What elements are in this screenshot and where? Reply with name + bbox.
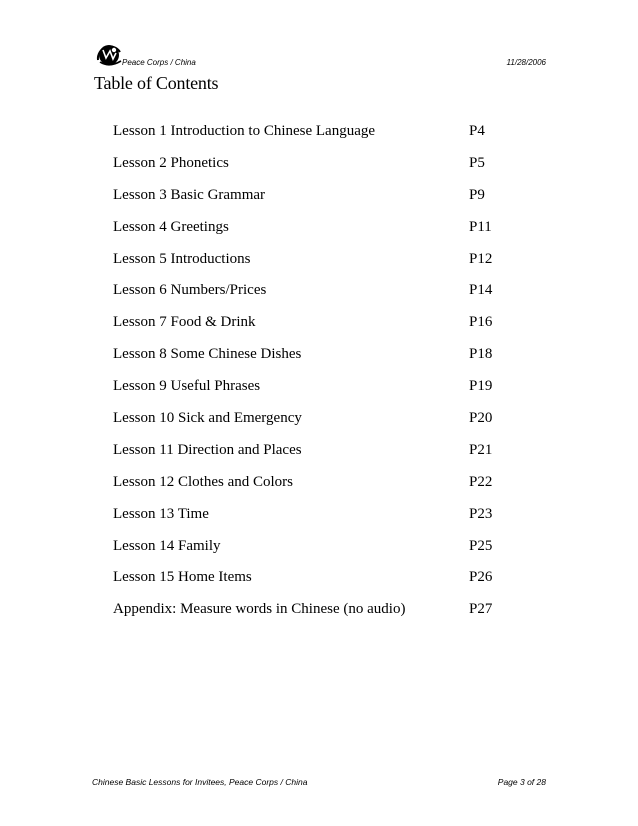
toc-entry-page: P19 [469,378,493,395]
toc-row [113,312,533,344]
toc-entry-label: Lesson 3 Basic Grammar [113,186,266,203]
header-date: 11/28/2006 [506,58,546,67]
peace-corps-logo-icon [94,38,124,68]
toc-row [113,376,533,408]
toc-row [113,408,533,440]
toc-entry-label: Lesson 11 Direction and Places [113,441,302,458]
toc-entry-page: P20 [469,410,493,427]
toc-entry-label: Lesson 6 Numbers/Prices [113,282,267,299]
toc-entry-page: P9 [469,186,485,203]
toc-row [113,217,533,249]
toc-row [113,567,533,599]
toc-entry-label: Lesson 13 Time [113,505,209,522]
toc-row [113,472,533,504]
footer-document-title: Chinese Basic Lessons for Invitees, Peace Corps / China [92,777,308,787]
toc-row [113,153,533,185]
toc-entry-label: Lesson 1 Introduction to Chinese Language [113,123,376,139]
toc-row [113,504,533,536]
toc-entry-page: P21 [469,441,493,458]
toc-entry-page: P18 [469,346,493,363]
toc-entry-page: P26 [469,569,493,586]
toc-entry-page: P12 [469,250,493,267]
toc-entry-label: Lesson 4 Greetings [113,218,229,235]
toc-entry-label: Lesson 5 Introductions [113,250,251,267]
toc-entry-page: P4 [469,123,485,139]
header-org-text: Peace Corps / China [122,58,196,67]
toc-entry-page: P25 [469,537,493,554]
page-title: Table of Contents [94,73,219,93]
toc-entry-label: Lesson 7 Food & Drink [113,314,256,331]
toc-row [113,440,533,472]
toc-entry-page: P14 [469,282,493,299]
toc-entry-label: Lesson 8 Some Chinese Dishes [113,346,302,363]
toc-entry-page: P16 [469,314,493,331]
toc-row [113,185,533,217]
footer-page-indicator: Page 3 of 28 [497,777,546,787]
toc-entry-label: Lesson 10 Sick and Emergency [113,410,302,427]
toc-entry-label: Lesson 15 Home Items [113,569,252,586]
toc-row [113,121,533,153]
toc-row [113,344,533,376]
toc-entry-label: Lesson 14 Family [113,537,221,554]
toc-entry-label: Appendix: Measure words in Chinese (no audio) [113,601,406,618]
toc-row [113,599,533,631]
table-of-contents [113,121,533,631]
toc-entry-page: P27 [469,601,493,618]
toc-entry-label: Lesson 9 Useful Phrases [113,378,261,395]
toc-entry-label: Lesson 12 Clothes and Colors [113,473,293,490]
toc-entry-page: P5 [469,154,485,171]
toc-entry-page: P11 [469,218,492,235]
toc-row [113,280,533,312]
toc-entry-page: P23 [469,505,493,522]
toc-entry-page: P22 [469,473,493,490]
page-header [92,36,546,70]
toc-entry-label: Lesson 2 Phonetics [113,154,229,171]
toc-row [113,536,533,568]
toc-row [113,249,533,281]
